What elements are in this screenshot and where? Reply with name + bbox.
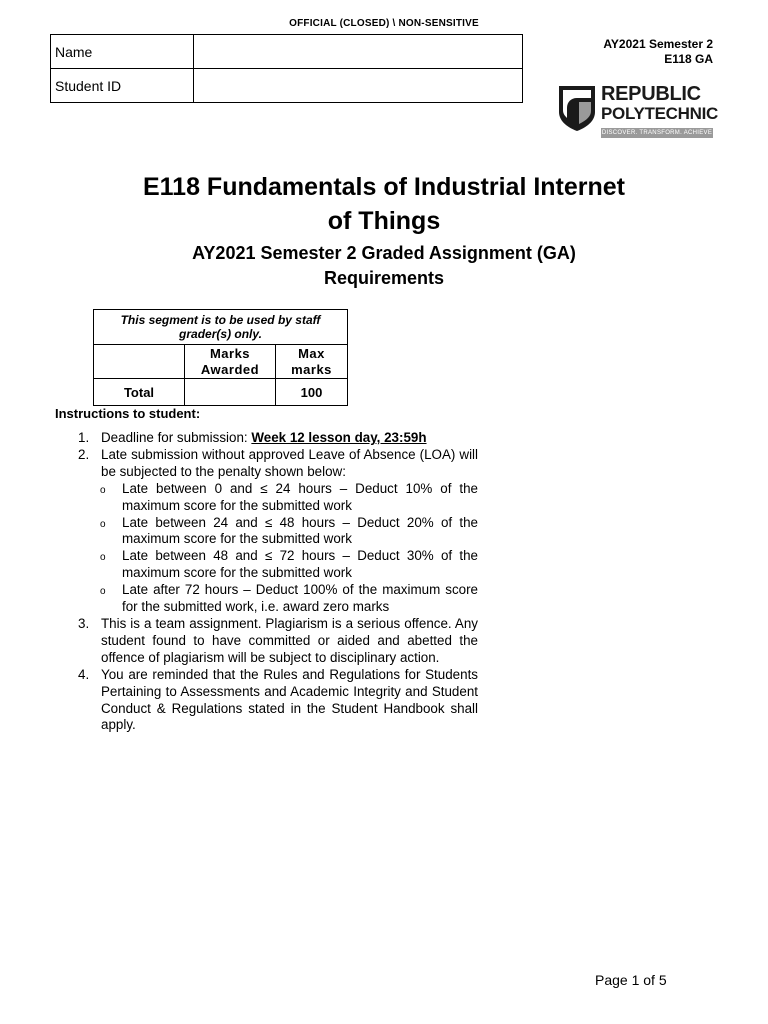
penalty-text: Late between 48 and ≤ 72 hours – Deduct 30% of the maximum score for the submitted work <box>122 548 478 581</box>
student-info-table <box>50 34 523 103</box>
instruction-item-3 <box>76 616 478 667</box>
name-label: Name <box>51 35 194 69</box>
instruction-item-4 <box>76 667 478 735</box>
subtitle-line-2: Requirements <box>323 268 445 288</box>
logo-line-1: REPUBLIC <box>601 83 701 105</box>
logo-tagline: DISCOVER. TRANSFORM. ACHIEVE <box>601 130 713 136</box>
classification-label: OFFICIAL (CLOSED) \ NON-SENSITIVE <box>289 18 479 29</box>
document-meta <box>603 37 713 67</box>
semester-label: AY2021 Semester 2 <box>603 37 713 51</box>
marks-header-row <box>94 345 348 379</box>
deadline-text: Week 12 lesson day, 23:59h <box>251 430 427 445</box>
logo-wordmark <box>601 84 718 124</box>
total-label: Total <box>94 379 185 406</box>
blank-header-cell <box>94 345 185 379</box>
instruction-text: Late submission without approved Leave of Absence (LOA) will be subjected to the penalty shown below: <box>101 446 478 479</box>
marks-awarded-header-line-1: Marks <box>209 345 251 361</box>
staff-note-row <box>94 310 348 345</box>
bullet-icon: o <box>100 586 106 598</box>
name-row <box>51 35 523 69</box>
logo-line-2: POLYTECHNIC <box>601 104 718 123</box>
marks-table <box>93 309 348 406</box>
title-line-2: of Things <box>327 207 441 235</box>
shield-icon <box>557 84 597 132</box>
max-marks-header-line-1: Max <box>298 345 325 361</box>
subtitle-line-1: AY2021 Semester 2 Graded Assignment (GA) <box>192 243 576 263</box>
instruction-item-2 <box>76 447 478 481</box>
marks-awarded-header-line-2: Awarded <box>200 361 260 377</box>
module-code-label: E118 GA <box>664 52 713 66</box>
penalty-text: Late between 24 and ≤ 48 hours – Deduct 20% of the maximum score for the submitted work <box>122 514 478 547</box>
page-title <box>60 170 708 238</box>
penalty-item-3 <box>76 548 478 582</box>
bullet-icon: o <box>100 518 106 530</box>
penalty-item-1 <box>76 481 478 515</box>
instruction-number: 4. <box>78 666 90 682</box>
student-id-label: Student ID <box>51 69 194 103</box>
instruction-number: 2. <box>78 446 90 462</box>
total-row <box>94 379 348 406</box>
penalty-text: Late after 72 hours – Deduct 100% of the maximum score for the submitted work, i.e. award zero marks <box>122 582 478 615</box>
instruction-text: You are reminded that the Rules and Regulations for Students Pertaining to Assessments and Academic Integrity and Student Conduct & Regulations stated in the Student Handbook shall apply. <box>101 666 478 733</box>
total-max-cell: 100 <box>276 379 348 406</box>
penalty-item-4 <box>76 582 478 616</box>
penalty-item-2 <box>76 515 478 549</box>
title-line-1: E118 Fundamentals of Industrial Internet <box>142 173 626 201</box>
max-marks-header-line-2: marks <box>291 361 332 377</box>
republic-polytechnic-logo <box>557 82 717 140</box>
page-subtitle <box>60 241 708 291</box>
marks-awarded-header <box>185 345 276 379</box>
instruction-text: Deadline for submission: <box>101 430 252 445</box>
instruction-number: 1. <box>78 430 90 445</box>
student-id-field[interactable] <box>194 69 523 103</box>
bullet-icon: o <box>100 484 106 496</box>
max-marks-header <box>276 345 348 379</box>
instructions-list <box>76 430 478 734</box>
instructions-heading: Instructions to student: <box>55 406 201 421</box>
penalty-text: Late between 0 and ≤ 24 hours – Deduct 10% of the maximum score for the submitted work <box>122 480 478 513</box>
instruction-text: This is a team assignment. Plagiarism is a serious offence. Any student found to have committed or aided and abetted the offence of plagiarism will be subject to disciplinary action. <box>101 615 478 665</box>
instruction-item-1 <box>76 430 478 447</box>
staff-note: This segment is to be used by staff grader(s) only. <box>94 310 348 345</box>
student-id-row <box>51 69 523 103</box>
bullet-icon: o <box>100 552 106 564</box>
total-awarded-cell[interactable] <box>185 379 276 406</box>
name-field[interactable] <box>194 35 523 69</box>
page-number: Page 1 of 5 <box>595 972 667 988</box>
instruction-number: 3. <box>78 615 90 631</box>
